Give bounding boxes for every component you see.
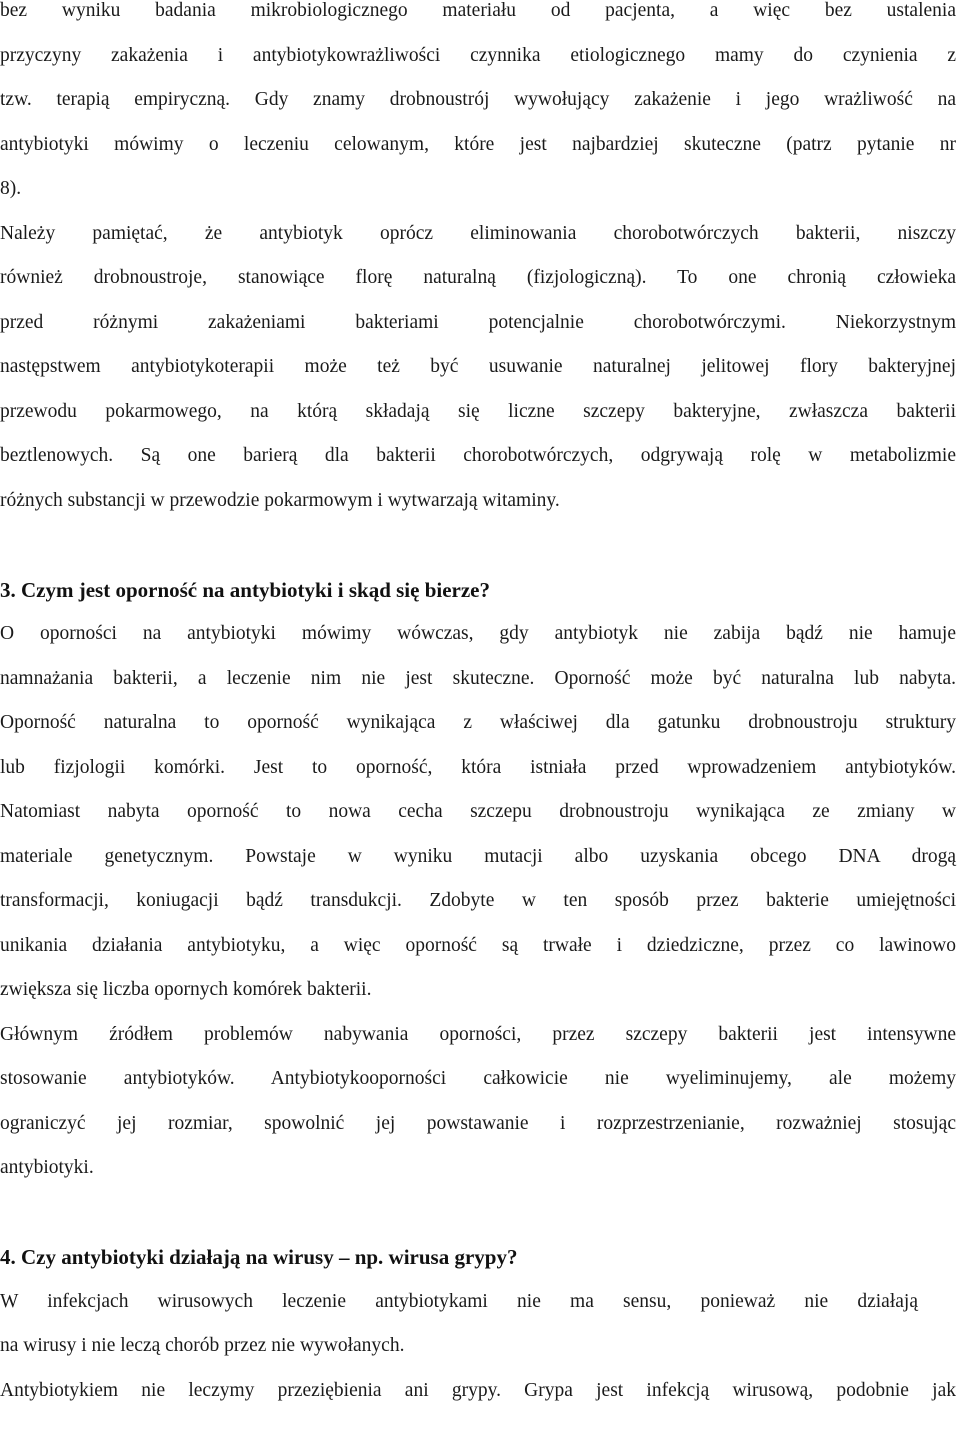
text-line: stosowanie antybiotyków. Antybiotykooporności całkowicie nie wyeliminujemy, ale możemy [0,1068,956,1089]
text-line: Natomiast nabyta oporność to nowa cecha szczepu drobnoustroju wynikająca ze zmiany w [0,801,956,822]
text-line: tzw. terapią empiryczną. Gdy znamy drobnoustrój wywołujący zakażenie i jego wrażliwość na [0,89,956,110]
paragraph-flu-cold [0,1369,956,1414]
text-line: antybiotyki mówimy o leczeniu celowanym, które jest najbardziej skuteczne (patrz pytanie nr [0,133,956,155]
text-line: przewodu pokarmowego, na którą składają się liczne szczepy bakteryjne, zwłaszcza bakterii [0,400,956,422]
paragraph-viral-infections [0,1280,956,1369]
text-line: różnych substancji w przewodzie pokarmowym i wytwarzają witaminy. [0,489,560,511]
paragraph-natural-flora [0,212,956,524]
text-line: bez wyniku badania mikrobiologicznego materiału od pacjenta, a więc bez ustalenia [0,0,956,21]
text-line: 8). [0,178,22,199]
text-line: antybiotyki. [0,1157,94,1178]
text-line: następstwem antybiotykoterapii może też być usuwanie naturalnej jelitowej flory bakteryjnej [0,356,956,377]
text-line: również drobnoustroje, stanowiące florę naturalną (fizjologiczną). To one chronią człowieka [0,267,956,288]
paragraph-resistance-definition [0,612,956,1013]
spacer [0,1191,956,1236]
section-heading-viruses: 4. Czy antybiotyki działają na wirusy – np. wirusa grypy? [0,1245,518,1269]
paragraph-empiric-therapy [0,0,956,212]
text-line: Oporność naturalna to oporność wynikająca z właściwej dla gatunku drobnoustroju struktury [0,712,956,733]
text-line: na wirusy i nie leczą chorób przez nie wywołanych. [0,1335,405,1356]
text-line: transformacji, koniugacji bądź transdukcji. Zdobyte w ten sposób przez bakterie umiejętności [0,890,956,911]
section-heading-resistance: 3. Czym jest oporność na antybiotyki i skąd się bierze? [0,577,490,602]
text-line: beztlenowych. Są one barierą dla bakterii chorobotwórczych, odgrywają rolę w metabolizmie [0,445,956,466]
text-line: unikania działania antybiotyku, a więc oporność są trwałe i dziedziczne, przez co lawinowo [0,934,956,956]
text-line: Głównym źródłem problemów nabywania oporności, przez szczepy bakterii jest intensywne [0,1023,956,1045]
text-line: W infekcjach wirusowych leczenie antybiotykami nie ma sensu, ponieważ nie działają [0,1290,918,1312]
text-line: przed różnymi zakażeniami bakteriami potencjalnie chorobotwórczymi. Niekorzystnym [0,311,956,333]
text-line: Antybiotykiem nie leczymy przeziębienia ani grypy. Grypa jest infekcją wirusową, podobnie jak [0,1379,956,1401]
text-line: namnażania bakterii, a leczenie nim nie jest skuteczne. Oporność może być naturalna lub nabyta. [0,667,956,689]
text-line: lub fizjologii komórki. Jest to oporność, która istniała przed wprowadzeniem antybiotyków. [0,756,956,778]
text-line: zwiększa się liczba opornych komórek bakterii. [0,979,372,1000]
text-line: materiale genetycznym. Powstaje w wyniku mutacji albo uzyskania obcego DNA drogą [0,845,956,867]
text-line: O oporności na antybiotyki mówimy wówczas, gdy antybiotyk nie zabija bądź nie hamuje [0,623,956,644]
text-line: ograniczyć jej rozmiar, spowolnić jej powstawanie i rozprzestrzenianie, rozważniej stosując [0,1112,956,1134]
text-line: przyczyny zakażenia i antybiotykowrażliwości czynnika etiologicznego mamy do czynienia z [0,44,956,66]
paragraph-resistance-source [0,1013,956,1191]
text-line: Należy pamiętać, że antybiotyk oprócz eliminowania chorobotwórczych bakterii, niszczy [0,222,956,244]
spacer [0,523,956,568]
